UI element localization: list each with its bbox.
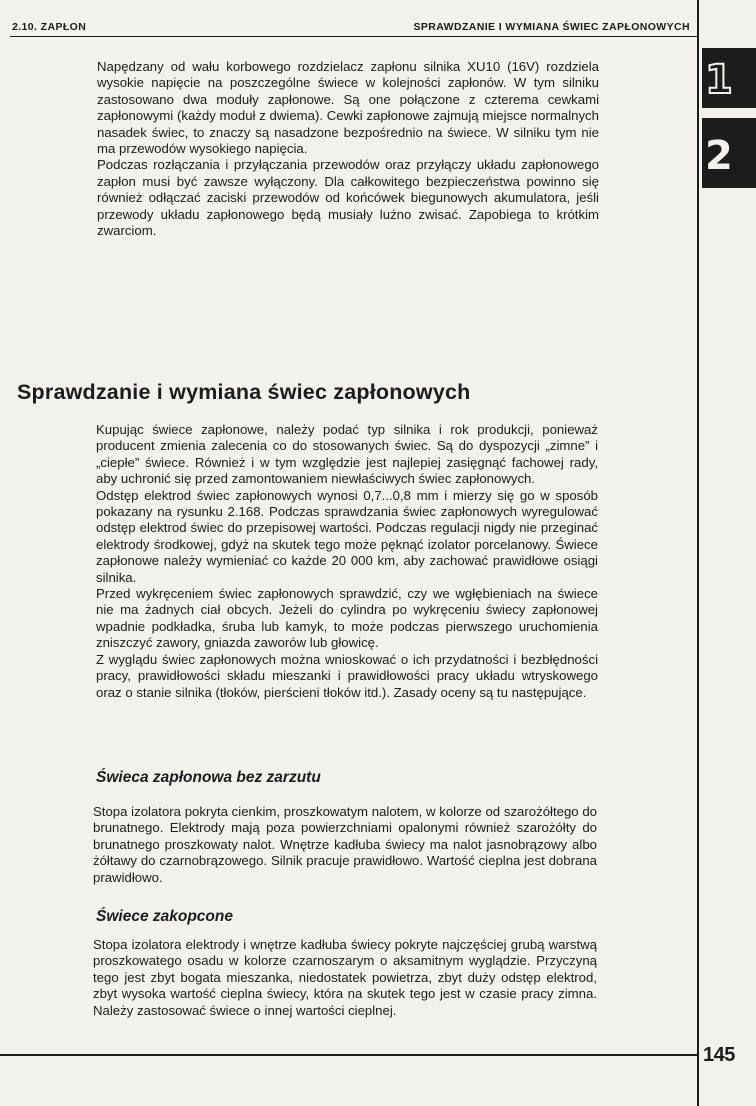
main-paragraph: Przed wykręceniem świec zapłonowych sprawdzić, czy we wgłębieniach na świece nie ma żadnych ciał obcych. Jeżeli do cylindra po wykręceniu świecy zapłonowej wpadnie podkładka, śruba lub kamyk, to może podczas pierwszego uruchomienia zniszczyć zawory, gniazda zaworów lub głowicę. bbox=[96, 586, 598, 651]
intro-text bbox=[97, 59, 599, 239]
good-plug-paragraph: Stopa izolatora pokryta cienkim, proszkowatym nalotem, w kolorze od szarożółtego do brunatnego. Elektrody mają poza powierzchniami opalonymi również szarożółty do brunatnego proszkowaty nalot. Wnętrze kadłuba świecy ma nalot jasnobrązowy albo żółtawy do czarnobrązowego. Silnik pracuje prawidłowo. Wartość cieplna jest dobrana prawidłowo. bbox=[93, 804, 597, 885]
page-number: 145 bbox=[703, 1044, 735, 1066]
subheading-sooted-plug: Świece zakopcone bbox=[96, 908, 233, 925]
section-running-title: SPRAWDZANIE I WYMIANA ŚWIEC ZAPŁONOWYCH bbox=[413, 21, 690, 33]
main-paragraph: Kupując świece zapłonowe, należy podać typ silnika i rok produkcji, ponieważ producent zmienia zalecenia co do stosowanych świec. Są do dyspozycji „zimne” i „ciepłe” świece. Również i w tym względzie jest najlepiej zasięgnąć fachowej rady, aby uchronić się przed zamontowaniem niewłaściwych świec zapłonowych. bbox=[96, 422, 598, 487]
main-paragraph: Z wyglądu świec zapłonowych można wnioskować o ich przydatności i bezbłędności pracy, prawidłowości składu mieszanki i prawidłowości pracy układu wtryskowego oraz o stanie silnika (tłoków, pierścieni tłoków itd.). Zasady oceny są tu następujące. bbox=[96, 651, 598, 700]
subheading-good-plug: Świeca zapłonowa bez zarzutu bbox=[96, 769, 321, 786]
sooted-plug-paragraph: Stopa izolatora elektrody i wnętrze kadłuba świecy pokryte najczęściej grubą warstwą proszkowatego osadu w kolorze czarnoszarym o aksamitnym wyglądzie. Przyczyną tego jest zbyt bogata mieszanka, niedostatek powietrza, zbyt duży odstęp elektrod, zbyt wysoka wartość cieplna świecy, która na skutek tego jest w czasie pracy zimna. Należy zastosować świece o innej wartości cieplnej. bbox=[93, 937, 597, 1018]
chapter-tab-1 bbox=[702, 48, 756, 108]
good-plug-text bbox=[93, 804, 597, 886]
main-text bbox=[96, 422, 598, 701]
intro-paragraph: Napędzany od wału korbowego rozdzielacz zapłonu silnika XU10 (16V) rozdziela wysokie napięcie na poszczególne świece w kolejności zapłonów. W tym silniku zastosowano dwa moduły zapłonowe. Są one połączone z czterema cewkami zapłonowymi (każdy moduł z dwiema). Cewki zapłonowe zajmują miejsce normalnych nasadek świec, to znaczy są nasadzone bezpośrednio na świece. W silniku tym nie ma przewodów wysokiego napięcia. bbox=[97, 59, 599, 157]
bottom-rule bbox=[0, 1054, 698, 1056]
running-header bbox=[10, 20, 698, 37]
chapter-tab-1-label: 1 bbox=[705, 57, 733, 103]
section-title: Sprawdzanie i wymiana świec zapłonowych bbox=[17, 380, 471, 404]
chapter-tab-2 bbox=[702, 118, 756, 188]
chapter-label: 2.10. ZAPŁON bbox=[12, 21, 87, 33]
margin-rule bbox=[697, 0, 699, 1106]
intro-paragraph: Podczas rozłączania i przyłączania przewodów oraz przyłączy układu zapłonowego zapłon musi być zawsze wyłączony. Dla całkowitego bezpieczeństwa powinno się również odłączać zaciski przewodów od końcówek biegunowych akumulatora, jeśli przewody układu zapłonowego będą musiały luźno zwisać. Zapobiega to krótkim zwarciom. bbox=[97, 157, 599, 239]
sooted-plug-text bbox=[93, 937, 597, 1019]
main-paragraph: Odstęp elektrod świec zapłonowych wynosi 0,7...0,8 mm i mierzy się go w sposób pokazany na rysunku 2.168. Podczas sprawdzania świec zapłonowych wyregulować odstęp elektrod świec do przepisowej wartości. Podczas regulacji nigdy nie przeginać elektrody środkowej, gdyż na skutek tego może pęknąć izolator porcelanowy. Świece zapłonowe należy wymieniać co każde 20 000 km, aby zachować prawidłowe osiągi silnika. bbox=[96, 487, 598, 585]
chapter-tab-2-label: 2 bbox=[705, 133, 733, 179]
